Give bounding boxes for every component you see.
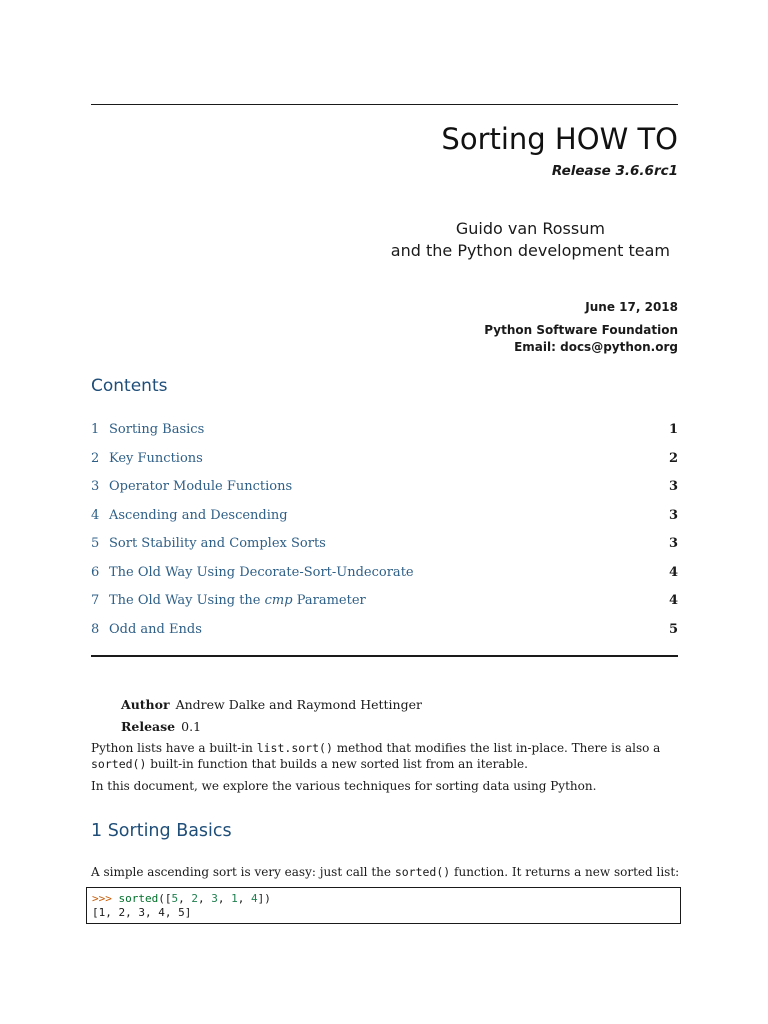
author-field — [121, 697, 422, 712]
toc-label-emphasis: cmp — [264, 593, 293, 608]
code-prompt: >>> — [92, 892, 112, 905]
table-of-contents — [91, 422, 678, 650]
scope-paragraph: In this document, we explore the various techniques for sorting data using Python. — [91, 779, 597, 793]
contents-bottom-rule — [91, 655, 678, 657]
contact-email: Email: docs@python.org — [514, 340, 678, 354]
code-punct: , — [198, 892, 212, 905]
toc-link[interactable] — [91, 451, 203, 466]
toc-link[interactable] — [91, 622, 202, 637]
toc-link[interactable] — [91, 536, 326, 551]
author-line-2: and the Python development team — [390, 241, 670, 260]
text-run: function. It returns a new sorted list: — [450, 865, 680, 879]
toc-item-sorting-basics[interactable] — [91, 422, 678, 451]
toc-label-after: Parameter — [292, 593, 366, 608]
toc-item-key-functions[interactable] — [91, 451, 678, 480]
toc-number: 4 — [91, 507, 100, 523]
toc-link[interactable] — [91, 422, 204, 437]
text-run: built-in function that builds a new sorted list from an iterable. — [146, 756, 528, 771]
toc-item-decorate-sort-undecorate[interactable] — [91, 565, 678, 594]
toc-label: Odd and Ends — [109, 621, 202, 637]
code-punct: , — [237, 892, 251, 905]
toc-link[interactable] — [91, 593, 366, 608]
code-punct: , — [178, 892, 192, 905]
toc-item-operator-module[interactable] — [91, 479, 678, 508]
toc-link[interactable] — [91, 479, 292, 494]
toc-item-sort-stability[interactable] — [91, 536, 678, 565]
code-punct: ]) — [257, 892, 271, 905]
toc-label-before: The Old Way Using the — [109, 593, 265, 608]
code-punct: ([ — [158, 892, 172, 905]
toc-label: Operator Module Functions — [109, 479, 293, 494]
code-number: 2 — [191, 892, 198, 905]
toc-number: 5 — [91, 536, 100, 551]
toc-number: 1 — [91, 422, 100, 437]
toc-number: 7 — [91, 593, 100, 608]
contents-heading: Contents — [91, 376, 168, 396]
code-number: 1 — [231, 892, 238, 905]
code-number: 5 — [171, 892, 179, 905]
inline-code-list-sort: list.sort() — [256, 741, 333, 755]
author-label: Author — [121, 697, 170, 712]
toc-label: Key Functions — [109, 450, 203, 466]
text-run: method that modifies the list in-place. There is also a — [332, 741, 661, 755]
code-input-line — [92, 892, 675, 906]
toc-number: 2 — [91, 450, 100, 466]
code-punct: , — [217, 892, 232, 905]
release-value: 0.1 — [181, 719, 202, 734]
top-rule — [91, 104, 678, 105]
text-run: A simple ascending sort is very easy: just call the — [91, 865, 395, 879]
basics-paragraph — [91, 865, 681, 881]
toc-item-odd-and-ends[interactable] — [91, 622, 678, 651]
toc-page-number: 3 — [668, 536, 678, 551]
author-value: Andrew Dalke and Raymond Hettinger — [175, 697, 422, 712]
document-date: June 17, 2018 — [585, 300, 678, 314]
release-line: Release 3.6.6rc1 — [551, 163, 678, 179]
toc-link[interactable] — [91, 565, 414, 580]
code-output-line: [1, 2, 3, 4, 5] — [92, 906, 192, 919]
author-line-1: Guido van Rossum — [455, 219, 605, 238]
toc-label: Sort Stability and Complex Sorts — [109, 536, 326, 551]
toc-page-number: 5 — [668, 621, 678, 637]
toc-page-number: 2 — [668, 450, 678, 466]
authors-block — [391, 218, 670, 262]
text-run: Python lists have a built-in — [91, 741, 257, 755]
section-heading-sorting-basics: 1 Sorting Basics — [91, 821, 232, 841]
inline-code-sorted: sorted() — [394, 865, 451, 879]
toc-item-ascending-descending[interactable] — [91, 508, 678, 537]
toc-label: The Old Way Using Decorate-Sort-Undecorate — [109, 564, 414, 580]
toc-page-number: 3 — [668, 507, 678, 523]
toc-item-cmp-parameter[interactable] — [91, 593, 678, 622]
toc-number: 6 — [91, 564, 100, 580]
code-number: 3 — [211, 892, 218, 905]
toc-label: Sorting Basics — [109, 422, 205, 437]
inline-code-sorted: sorted() — [91, 756, 147, 771]
code-function: sorted — [118, 892, 159, 905]
code-number: 4 — [251, 892, 258, 905]
toc-number: 3 — [91, 479, 100, 494]
intro-paragraph — [91, 741, 681, 772]
document-title: Sorting HOW TO — [441, 122, 678, 156]
release-field — [121, 719, 201, 734]
toc-label: Ascending and Descending — [109, 507, 288, 523]
toc-link[interactable] — [91, 508, 288, 523]
code-example-block[interactable] — [86, 887, 681, 924]
toc-number: 8 — [91, 621, 100, 637]
organization: Python Software Foundation — [484, 323, 678, 337]
toc-page-number: 4 — [668, 564, 678, 580]
toc-page-number: 3 — [668, 479, 678, 494]
release-label: Release — [121, 719, 176, 734]
toc-page-number: 4 — [668, 593, 678, 608]
toc-page-number: 1 — [668, 422, 678, 437]
